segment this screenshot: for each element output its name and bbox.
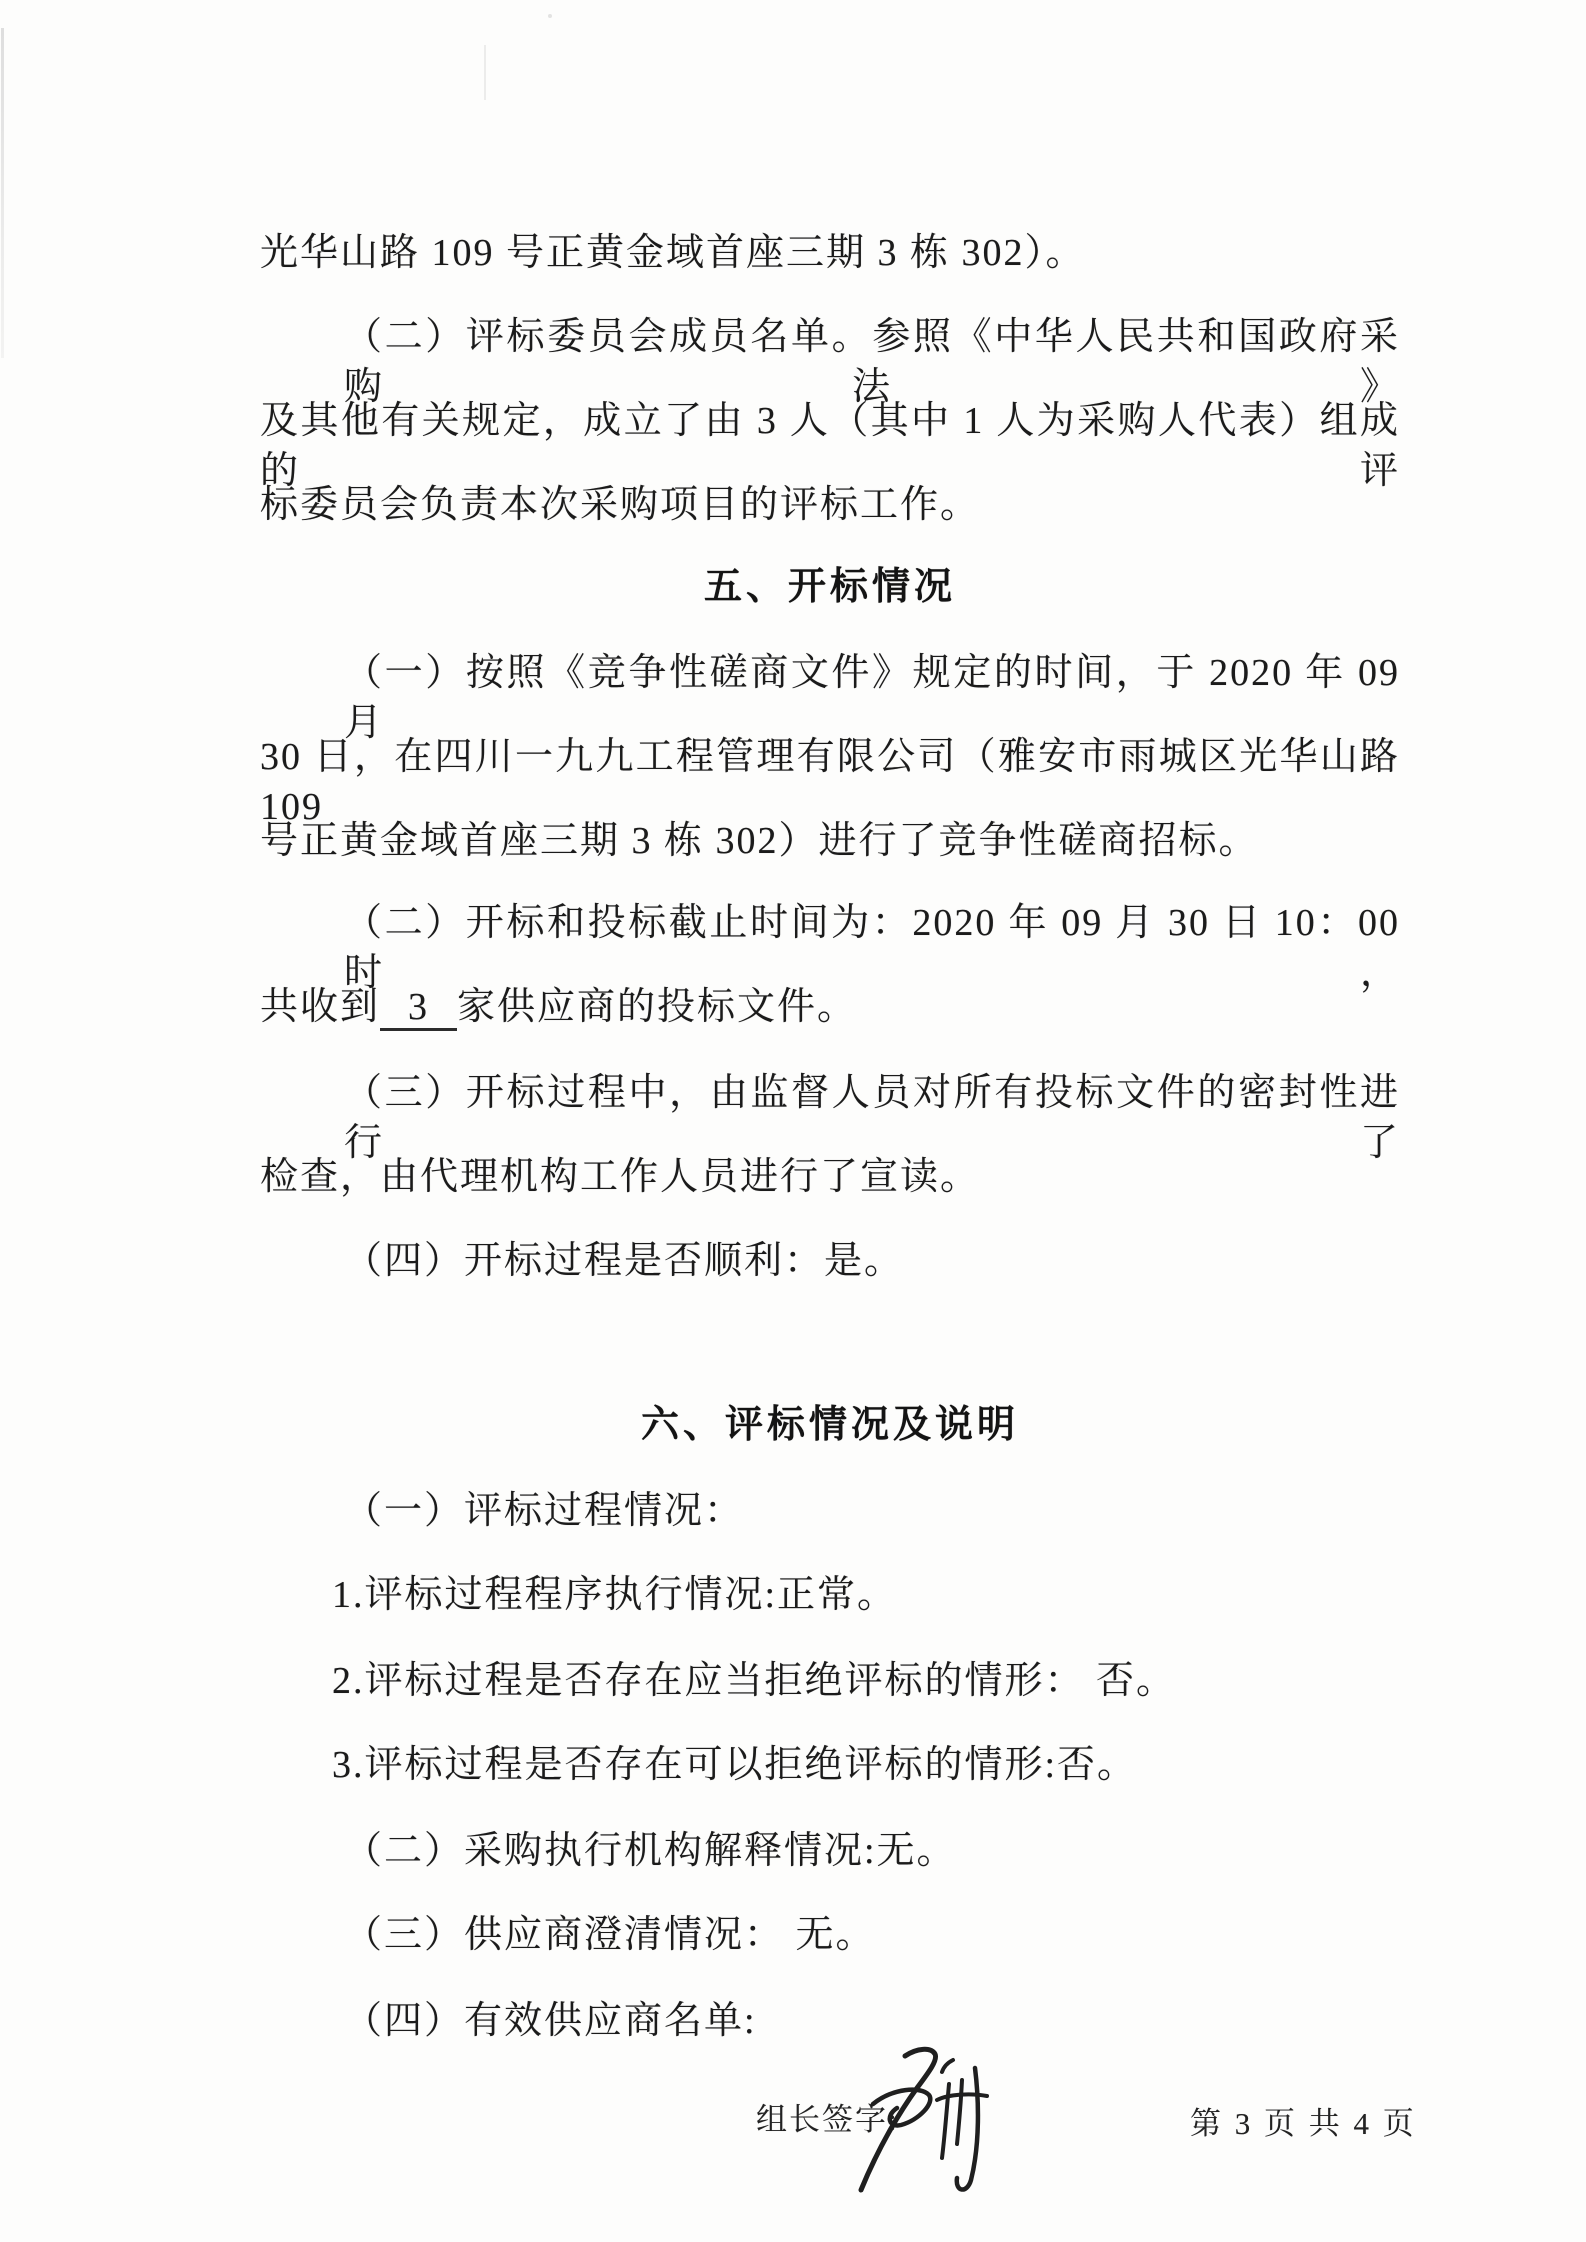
doc-line: （四）有效供应商名单: [344,2000,757,2042]
doc-line: 及其他有关规定，成立了由 3 人（其中 1 人为采购人代表）组成的评 [260,400,1400,492]
doc-line: （二）采购执行机构解释情况:无。 [344,1830,957,1872]
doc-line: （三）供应商澄清情况： 无。 [344,1914,876,1956]
doc-line: 检查，由代理机构工作人员进行了宣读。 [260,1156,981,1198]
doc-line: 2.评标过程是否存在应当拒绝评标的情形： 否。 [332,1660,1177,1702]
doc-line: 标委员会负责本次采购项目的评标工作。 [260,484,981,526]
doc-line-fill-in [260,982,1400,1032]
fill-line-suffix: 家供应商的投标文件。 [457,986,858,1028]
doc-line: （二）评标委员会成员名单。参照《中华人民共和国政府采购法》 [344,316,1400,408]
scan-artifact-dot [548,14,552,18]
doc-line: 3.评标过程是否存在可以拒绝评标的情形:否。 [332,1744,1138,1786]
fill-line-prefix: 共收到 [260,986,381,1028]
doc-line: 光华山路 109 号正黄金域首座三期 3 栋 302）。 [260,232,1086,274]
doc-line: 号正黄金域首座三期 3 栋 302）进行了竞争性磋商招标。 [260,820,1259,862]
page-number: 第 3 页 共 4 页 [1190,2106,1417,2141]
leader-signature-handwriting [845,2042,1015,2202]
scan-artifact-tick [484,45,486,100]
section-heading-6: 六、评标情况及说明 [640,1404,1019,1446]
doc-line: （二）开标和投标截止时间为：2020 年 09 月 30 日 10：00 时， [344,902,1400,994]
doc-line: 30 日，在四川一九九工程管理有限公司（雅安市雨城区光华山路 109 [260,736,1400,828]
fill-in-value: 3 [380,986,457,1031]
doc-line: （三）开标过程中，由监督人员对所有投标文件的密封性进行了 [344,1072,1400,1164]
section-heading-5: 五、开标情况 [703,566,956,608]
leader-signature-label: 组长签字: [756,2102,899,2137]
doc-line: （四）开标过程是否顺利：是。 [344,1240,905,1282]
doc-line: 1.评标过程程序执行情况:正常。 [332,1574,898,1616]
doc-line: （一）评标过程情况： [344,1490,745,1532]
scan-artifact-edge-line [1,28,4,358]
doc-line: （一）按照《竞争性磋商文件》规定的时间，于 2020 年 09 月 [344,652,1400,744]
